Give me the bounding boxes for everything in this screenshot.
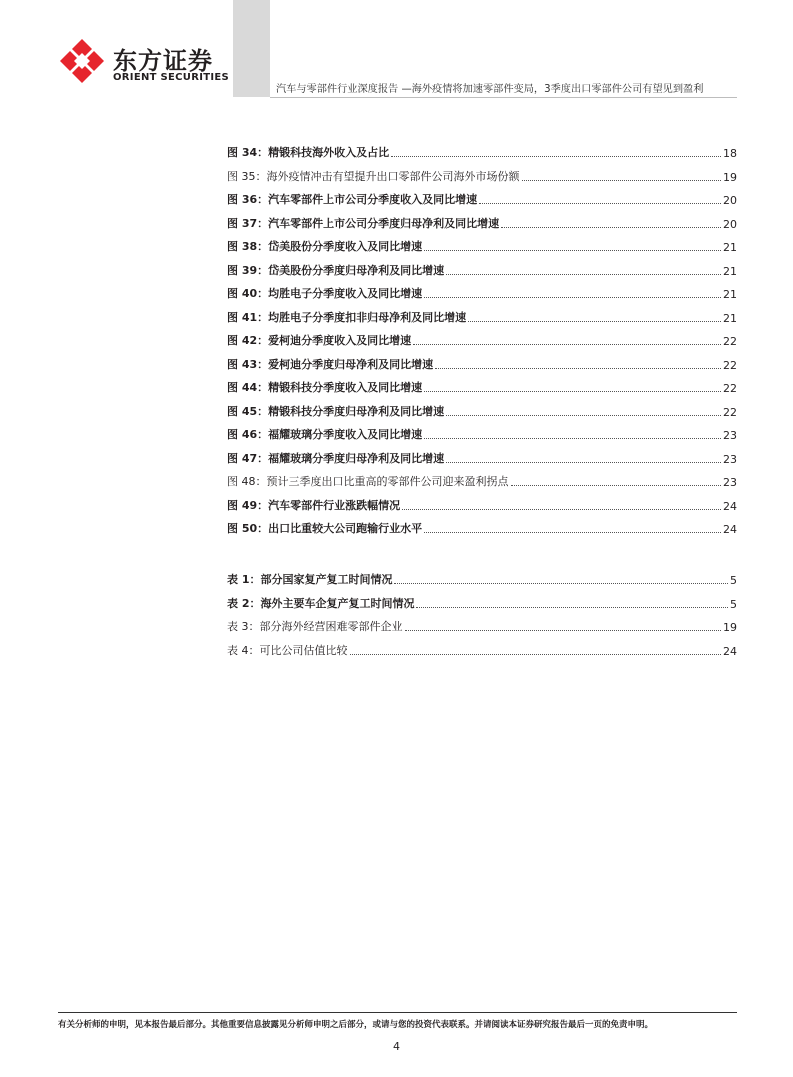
toc-entry[interactable] xyxy=(227,191,737,207)
toc-entry-page: 23 xyxy=(723,429,737,442)
toc-entry-label: 表 2：海外主要车企复产复工时间情况 xyxy=(227,596,415,610)
toc-entry-label: 图 50：出口比重较大公司跑输行业水平 xyxy=(227,522,423,535)
dot-leader xyxy=(391,156,721,157)
dot-leader xyxy=(424,250,721,251)
page-number: 4 xyxy=(393,1040,400,1053)
toc-entry-label: 图 36：汽车零部件上市公司分季度收入及同比增速 xyxy=(227,193,478,206)
toc-entry-label: 图 37：汽车零部件上市公司分季度归母净利及同比增速 xyxy=(227,216,500,230)
toc-entry-label: 图 41：均胜电子分季度扣非归母净利及同比增速 xyxy=(227,310,467,324)
toc-entry-page: 21 xyxy=(723,288,737,301)
toc-entry-page: 20 xyxy=(723,217,737,231)
dot-leader xyxy=(416,607,728,608)
toc-entry-label: 图 49：汽车零部件行业涨跌幅情况 xyxy=(227,498,401,512)
toc-entry-page: 24 xyxy=(723,644,737,658)
toc-entry-label: 表 4：可比公司估值比较 xyxy=(227,643,348,657)
toc-entry-page: 21 xyxy=(723,311,737,325)
dot-leader xyxy=(350,654,722,655)
toc-entry-page: 22 xyxy=(723,382,737,395)
dot-leader xyxy=(511,485,722,486)
toc-entry[interactable] xyxy=(227,285,737,301)
dot-leader xyxy=(394,583,728,584)
toc-entry-label: 图 45：精锻科技分季度归母净利及同比增速 xyxy=(227,404,445,418)
toc-entry-label: 表 1：部分国家复产复工时间情况 xyxy=(227,573,393,586)
toc-entry-label: 图 42：爱柯迪分季度收入及同比增速 xyxy=(227,334,412,347)
toc-entry-page: 21 xyxy=(723,241,737,254)
dot-leader xyxy=(479,203,721,204)
header-accent-bar xyxy=(233,0,270,97)
toc-entry[interactable] xyxy=(227,238,737,254)
toc-entry-page: 22 xyxy=(723,335,737,348)
orient-securities-logo-icon xyxy=(58,37,106,85)
dot-leader xyxy=(424,297,721,298)
toc-entry[interactable] xyxy=(227,520,737,536)
toc-entry-label: 图 48：预计三季度出口比重高的零部件公司迎来盈利拐点 xyxy=(227,475,509,488)
toc-entry[interactable] xyxy=(227,595,737,611)
dot-leader xyxy=(522,180,722,181)
toc-entry-page: 5 xyxy=(730,597,737,611)
dot-leader xyxy=(446,274,721,275)
toc-entry[interactable] xyxy=(227,379,737,395)
dot-leader xyxy=(446,415,721,416)
toc-entry[interactable] xyxy=(227,403,737,419)
toc-entry[interactable] xyxy=(227,168,737,184)
dot-leader xyxy=(405,630,722,631)
toc-entry-label: 图 43：爱柯迪分季度归母净利及同比增速 xyxy=(227,357,434,371)
dot-leader xyxy=(446,462,721,463)
toc-entry[interactable] xyxy=(227,473,737,489)
toc-entry-page: 5 xyxy=(730,574,737,587)
toc-entry-page: 19 xyxy=(723,170,737,184)
toc-entry[interactable] xyxy=(227,642,737,658)
toc-entry-label: 图 35：海外疫情冲击有望提升出口零部件公司海外市场份额 xyxy=(227,169,520,183)
toc-entry[interactable] xyxy=(227,618,737,634)
toc-entry-page: 22 xyxy=(723,405,737,419)
footer-disclaimer: 有关分析师的申明，见本报告最后部分。其他重要信息披露见分析师申明之后部分，或请与您的投资代表联系。并请阅读本证券研究报告最后一页的免责申明。 xyxy=(58,1020,654,1030)
toc-entry[interactable] xyxy=(227,332,737,348)
header-divider xyxy=(270,97,737,98)
dot-leader xyxy=(435,368,721,369)
toc-entry-label: 图 44：精锻科技分季度收入及同比增速 xyxy=(227,381,423,394)
dot-leader xyxy=(413,344,721,345)
toc-entry-page: 18 xyxy=(723,147,737,160)
toc-entry-label: 图 38：岱美股份分季度收入及同比增速 xyxy=(227,240,423,253)
toc-entry[interactable] xyxy=(227,450,737,466)
dot-leader xyxy=(424,438,721,439)
toc-entry[interactable] xyxy=(227,215,737,231)
logo-chinese-name: 东方证券 xyxy=(113,47,213,75)
toc-entry-page: 24 xyxy=(723,523,737,536)
toc-entry[interactable] xyxy=(227,309,737,325)
toc-entry[interactable] xyxy=(227,144,737,160)
toc-entry-page: 22 xyxy=(723,358,737,372)
toc-entry-page: 24 xyxy=(723,499,737,513)
toc-entry-page: 21 xyxy=(723,264,737,278)
toc-entry-label: 表 3：部分海外经营困难零部件企业 xyxy=(227,620,403,633)
toc-entry-label: 图 34：精锻科技海外收入及占比 xyxy=(227,146,390,159)
toc-entry-label: 图 47：福耀玻璃分季度归母净利及同比增速 xyxy=(227,451,445,465)
toc-entry-page: 23 xyxy=(723,476,737,489)
dot-leader xyxy=(501,227,721,228)
toc-entry-label: 图 46：福耀玻璃分季度收入及同比增速 xyxy=(227,428,423,441)
toc-entry[interactable] xyxy=(227,571,737,587)
dot-leader xyxy=(468,321,721,322)
toc-entry[interactable] xyxy=(227,356,737,372)
toc-entry-page: 20 xyxy=(723,194,737,207)
dot-leader xyxy=(424,532,721,533)
toc-entry-page: 19 xyxy=(723,621,737,634)
toc-entry-page: 23 xyxy=(723,452,737,466)
toc-entry[interactable] xyxy=(227,497,737,513)
report-title: 汽车与零部件行业深度报告 —海外疫情将加速零部件变局，3季度出口零部件公司有望见到盈利 xyxy=(276,84,704,95)
dot-leader xyxy=(424,391,721,392)
toc-entry-label: 图 40：均胜电子分季度收入及同比增速 xyxy=(227,287,423,300)
dot-leader xyxy=(402,509,721,510)
logo-english-name: ORIENT SECURITIES xyxy=(113,72,230,83)
toc-entry[interactable] xyxy=(227,262,737,278)
toc-entry-label: 图 39：岱美股份分季度归母净利及同比增速 xyxy=(227,263,445,277)
toc-entry[interactable] xyxy=(227,426,737,442)
footer-divider xyxy=(58,1012,737,1013)
